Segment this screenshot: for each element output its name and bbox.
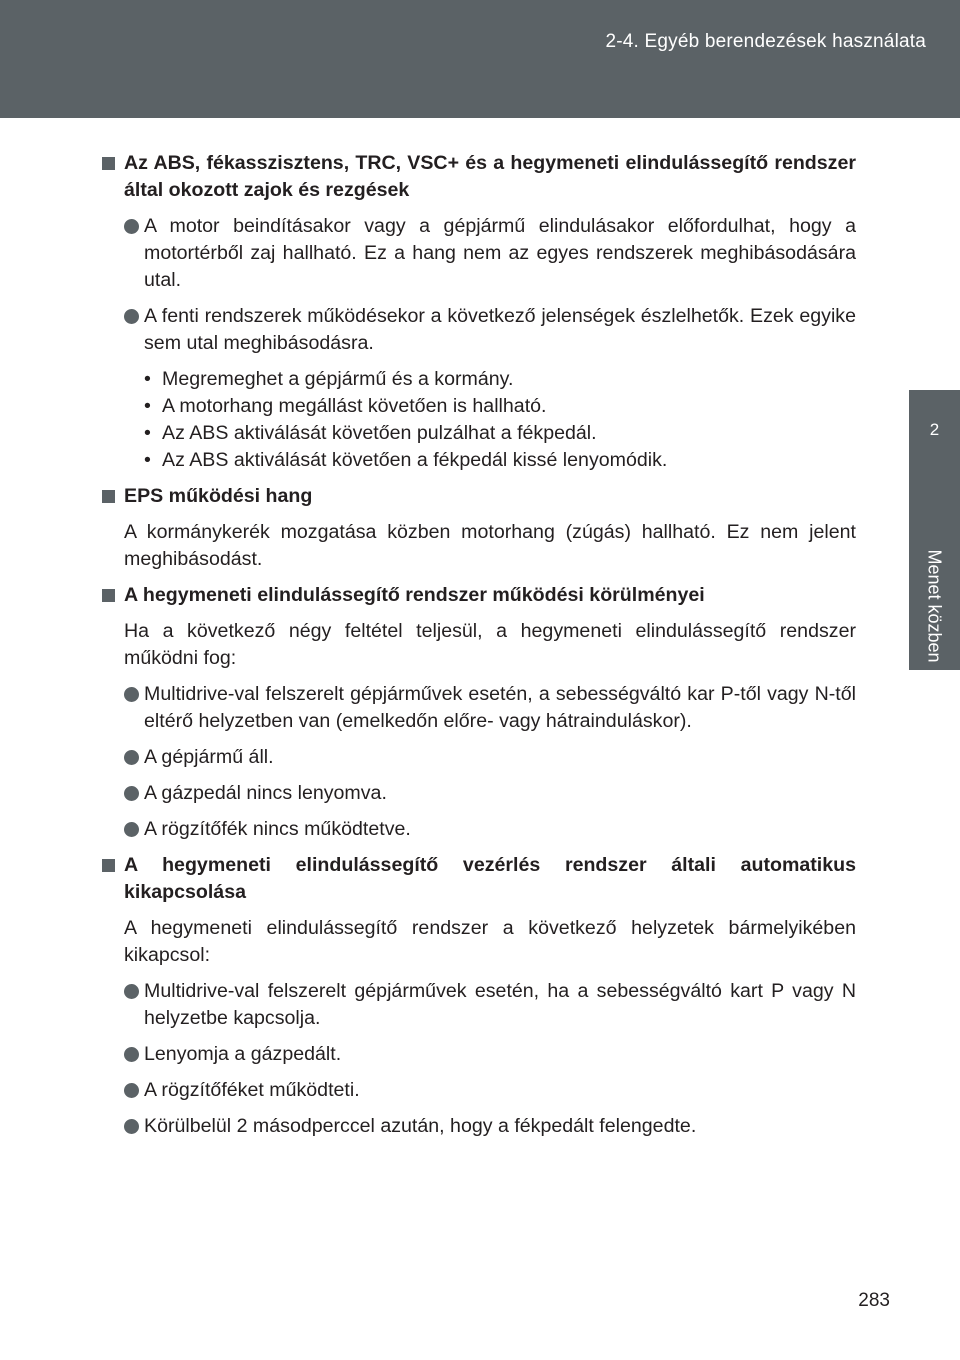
paragraph: A hegymeneti elindulássegítő rendszer a következő helyzetek bármelyikében kikapcsol: — [124, 917, 856, 966]
dot-marker-icon: • — [144, 368, 151, 390]
paragraph: Ha a következő négy feltétel teljesül, a hegymeneti elindulássegítő rendszer működni fog: — [124, 620, 856, 669]
section-heading — [100, 852, 856, 906]
chapter-tab — [909, 390, 960, 670]
chapter-number: 2 — [929, 420, 940, 439]
dot-marker-icon: • — [144, 422, 151, 444]
square-bullet-icon — [102, 157, 115, 170]
circle-bullet-icon — [124, 750, 139, 765]
circle-bullet-icon — [124, 984, 139, 999]
circle-bullet-icon — [124, 309, 139, 324]
section-heading — [100, 582, 856, 609]
bullet-item — [100, 780, 856, 807]
bullet-text: A rögzítőféket működteti. — [144, 1079, 360, 1101]
bullet-text: A gépjármű áll. — [144, 746, 274, 768]
chapter-label: Menet közben — [924, 549, 945, 663]
section-heading — [100, 150, 856, 204]
paragraph: A kormánykerék mozgatása közben motorhang (zúgás) hallható. Ez nem jelent meghibásodást. — [124, 521, 856, 570]
bullet-text: Körülbelül 2 másodperccel azután, hogy a fékpedált felengedte. — [144, 1115, 697, 1137]
page-number: 283 — [858, 1290, 890, 1311]
bullet-item — [100, 816, 856, 843]
bullet-item — [100, 213, 856, 294]
sub-list-item: • Az ABS aktiválását követően a fékpedál kissé lenyomódik. — [100, 447, 856, 474]
circle-bullet-icon — [124, 1119, 139, 1134]
bullet-text: A motor beindításakor vagy a gépjármű elindulásakor előfordulhat, hogy a motortérből zaj hallható. Ez a hang nem az egyes rendszerek meghibásodására utal. — [144, 215, 856, 291]
dot-marker-icon: • — [144, 395, 151, 417]
sub-list — [100, 366, 856, 474]
circle-bullet-icon — [124, 1047, 139, 1062]
square-bullet-icon — [102, 589, 115, 602]
heading-text: Az ABS, fékasszisztens, TRC, VSC+ és a hegymeneti elindulássegítő rendszer által okozott zajok és rezgések — [124, 152, 856, 201]
square-bullet-icon — [102, 859, 115, 872]
circle-bullet-icon — [124, 687, 139, 702]
sub-list-item: • Az ABS aktiválását követően pulzálhat a fékpedál. — [100, 420, 856, 447]
circle-bullet-icon — [124, 1083, 139, 1098]
bullet-text: Lenyomja a gázpedált. — [144, 1043, 342, 1065]
heading-text: A hegymeneti elindulássegítő rendszer működési körülményei — [124, 584, 705, 606]
bullet-item — [100, 1077, 856, 1104]
header-band — [0, 0, 960, 118]
bullet-text: Multidrive-val felszerelt gépjárművek esetén, ha a sebességváltó kart P vagy N helyzetbe kapcsolja. — [144, 980, 856, 1029]
page-content — [100, 150, 856, 1149]
sub-list-item: • Megremeghet a gépjármű és a kormány. — [100, 366, 856, 393]
bullet-text: A gázpedál nincs lenyomva. — [144, 782, 387, 804]
sub-list-item: • A motorhang megállást követően is hallható. — [100, 393, 856, 420]
bullet-item — [100, 1113, 856, 1140]
section-title: 2-4. Egyéb berendezések használata — [605, 31, 926, 52]
dot-marker-icon: • — [144, 449, 151, 471]
section-heading — [100, 483, 856, 510]
bullet-item — [100, 681, 856, 735]
bullet-item — [100, 744, 856, 771]
bullet-item — [100, 303, 856, 357]
circle-bullet-icon — [124, 822, 139, 837]
circle-bullet-icon — [124, 219, 139, 234]
bullet-text: A fenti rendszerek működésekor a következő jelenségek észlelhetők. Ezek egyike sem utal meghibásodásra. — [144, 305, 856, 354]
circle-bullet-icon — [124, 786, 139, 801]
square-bullet-icon — [102, 490, 115, 503]
heading-text: A hegymeneti elindulássegítő vezérlés rendszer általi automatikus kikapcsolása — [124, 854, 856, 903]
bullet-item — [100, 978, 856, 1032]
bullet-text: Multidrive-val felszerelt gépjárművek esetén, a sebességváltó kar P-től vagy N-től eltérő helyzetben van (emelkedőn előre- vagy hátrainduláskor). — [144, 683, 856, 732]
bullet-item — [100, 1041, 856, 1068]
bullet-text: A rögzítőfék nincs működtetve. — [144, 818, 411, 840]
heading-text: EPS működési hang — [124, 485, 313, 507]
